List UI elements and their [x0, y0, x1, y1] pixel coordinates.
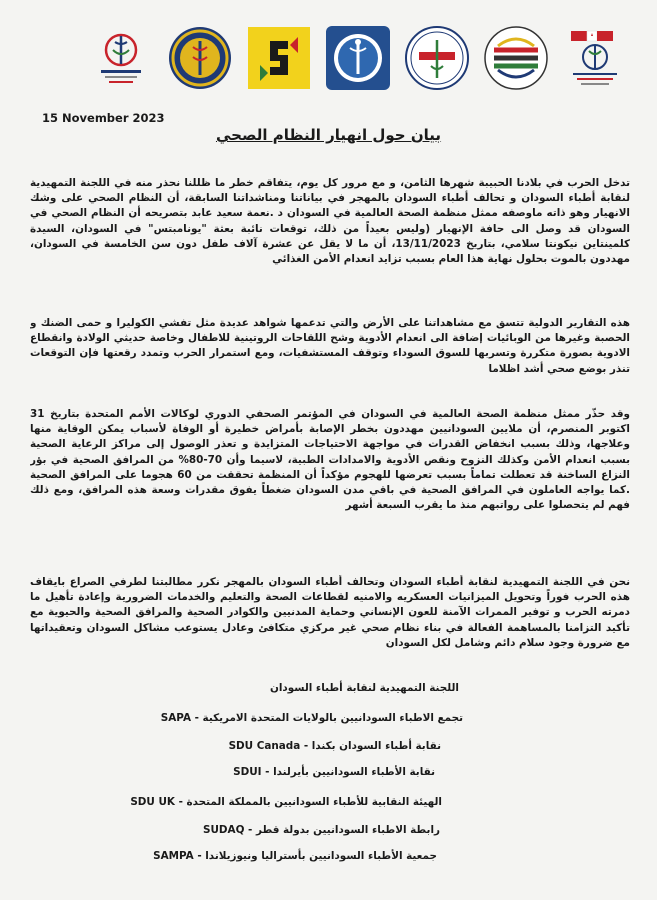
document-date: 15 November 2023: [42, 111, 165, 125]
signatory-preparatory-committee: اللجنة التمهيدية لنقابة أطباء السودان: [269, 682, 459, 694]
sdu-canada-logo: [246, 25, 312, 91]
paragraph-1: تدخل الحرب في بلادنا الحبيبة شهرها الثامن، و مع مرور كل يوم، يتفاقم خطر ما ظللنا نحذر منه في اللجنة التمهيدية لنقابة أطباء السودان و تحالف أطباء السودان بالمهجر في بياناتنا ومناشداتنا السابقة، أن النظام الصحي على وشك الانهيار وهو ذاته ماوصفه ممثل منظمة الصحة العالمية في السودان د .نعمة سعيد عابد بتصريحه أن النظام الصحي في السودان قد وصل الى حافة الإنهيار (وليس بعيداً من ذلك، توقعات نائبة بعثة "يونامبتس" في السودان، السيدة كلمينتاين نيكونتا سلامي، بتاريخ 13/11/2023، أن ما لا يقل عن عشرة آلاف طفل دون سن الخامسة في السودان، مهددون بالموت بحلول نهاية هذا العام بسبب تزايد انعدام الأمن الغذائي: [30, 177, 630, 266]
sudan-doctors-union-logo: [88, 25, 154, 91]
statement-title: بيان حول انهيار النظام الصحي: [215, 126, 442, 144]
signatory-sdu-uk: الهيئة النقابية للأطباء السودانيين بالمملكة المتحدة - SDU UK: [130, 796, 442, 808]
sudan-doctors-canada-logo: [562, 25, 628, 91]
signatory-sapa: تجمع الاطباء السودانيين بالولايات المتحدة الامريكية - SAPA: [160, 712, 463, 724]
signatory-sdu-canada: نقابة أطباء السودان بكندا - SDU Canada: [228, 740, 441, 752]
signatory-sdui: نقابة الأطباء السودانيين بأيرلندا - SDUI: [233, 766, 435, 778]
paragraph-4: نحن في اللجنة التمهيدية لنقابة أطباء السودان وتحالف أطباء السودان بالمهجر نكرر مطالبتنا لطرفي الصراع بايقاف هذه الحرب فوراً وتحويل الميزانيات العسكريه والامنيه لقطاعات الصحة والتعليم والخدمات الضرورية وإعادة تأهيل ما دمرته الحرب و توفير الممرات الآمنة للعون الإنساني وحماية المدنيين والكوادر الصحية والمرافق الصحية والحيوية مع تأكيد التزامنا بالمساهمة الفعالة في بناء نظام صحي غير مركزي متكافئ وعادل يستوعب مشاكل السودان وتعقيداتها مع ضرورة وجود سلام دائم وشامل لكل السودان: [30, 576, 630, 649]
sudan-medical-association-logo: [167, 25, 233, 91]
sdu-uk-logo: [483, 25, 549, 91]
logo-row: [88, 22, 628, 94]
signatory-sampa: جمعية الأطباء السودانيين بأستراليا ونيوزيلاندا - SAMPA: [153, 850, 437, 862]
paragraph-2: هذه التقارير الدولية تتسق مع مشاهداتنا على الأرض والتي تدعمها شواهد عديدة مثل تفشي الكوليرا و حمى الضنك و الحصبة وغيرها من الوبائيات إضافة الى انعدام الأدوية وشح اللقاحات الروتينية للاطفال وخاصة حديثي الولادة وانقطاع الادوية بصورة متكررة وتسربها للسوق السوداء وتوقف المستشفيات، ومع استمرار الحرب وتمدد رقعتها فإن التوقعات تنذر بوضع صحي أشد اظلاما: [30, 317, 630, 375]
paragraph-3: وقد حذّر ممثل منظمة الصحة العالمية في السودان في المؤتمر الصحفي الدوري لوكالات الأمم المتحدة بتاريخ 31 اكتوبر المنصرم، أن ملايين السودانيين مهددون بخطر الإصابة بأمراض خطيرة أو الوفاة لأسباب يمكن الوقاية منها وعلاجها، وذلك بسبب انخفاض القدرات في مواجهة الاحتياجات المتزايدة و تعذر الوصول إلى مراكز الرعاية الصحية بسبب انعدام الأمن وكذلك النزوح ونقص الأدوية والامدادات الطبية، لاسيما وأن 70-80% من المرافق الصحية في بؤر النزاع الساخنة قد تعطلت تماماً بسبب تعرضها للهجوم مؤكداً أن المنظمة تحققت من 60 هجوما على المرافق الصحية .كما يواجه العاملون في المرافق الصحية في باقي مدن السودان ضغطاً يفوق مقدرات وسعة هذه المرافق، ومع ذلك فهم لم يتحصلوا على رواتبهم منذ ما يقرب السبعة أشهر: [30, 408, 630, 512]
signatory-sudaq: رابطة الاطباء السودانيين بدولة قطر - SUDAQ: [203, 824, 440, 836]
sdu-ireland-logo: [325, 25, 391, 91]
sudaq-logo: [404, 25, 470, 91]
